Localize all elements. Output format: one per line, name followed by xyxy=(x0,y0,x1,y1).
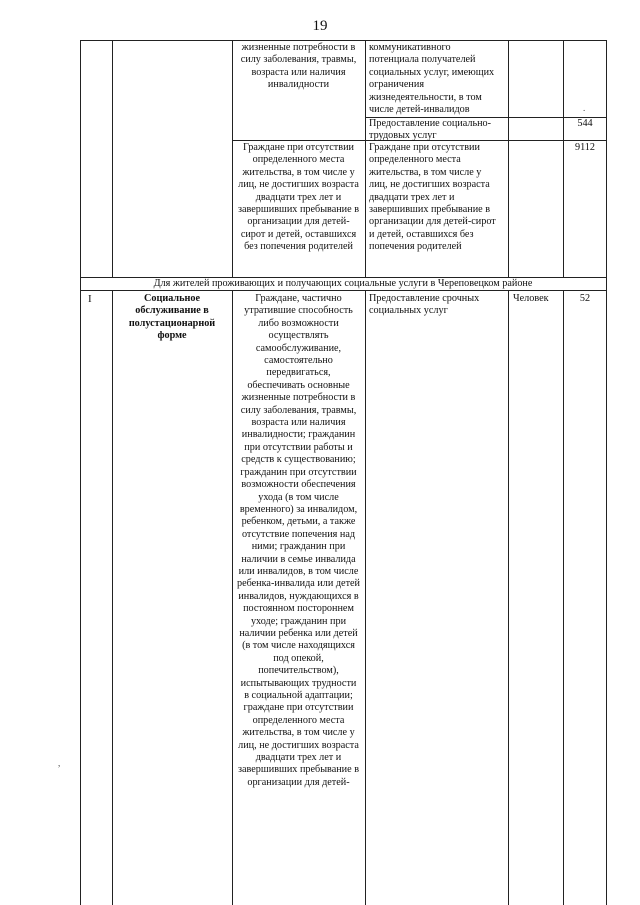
column-line xyxy=(365,290,366,905)
recipient-description: жизненные потребности в силу заболевания, травмы, возраста или наличия инвалидности xyxy=(240,42,357,91)
column-line xyxy=(80,40,81,905)
column-line xyxy=(365,40,366,277)
service-form: Социальное обслуживание в полустационарной форме xyxy=(128,293,216,342)
service-description: коммуникативного потенциала получателей социальных услуг, имеющих ограничения жизнедеятельности, в том числе детей-инвалидов xyxy=(369,42,495,116)
recipient-description: Граждане, частично утратившие способность либо возможности осуществлять самообслуживание, самостоятельно передвигаться, обеспечивать основные жизненные потребности в силу заболевания, травмы, возраста или наличия инвалидности; гражданин при отсутствии работы и средств к существованию; гражданин при отсутствии возможности обеспечения ухода (в том числе временного) за инвалидом, ребенком, детьми, а также отсутствие попечения над ними; гражданин при наличии в семье инвалида или инвалидов, в том числе ребенка-инвалида или детей инвалидов, нуждающихся в постоянном постороннем уходе; гражданин при наличии ребенка или детей (в том числе находящихся под опекой, попечительством), испытывающих трудности в социальной адаптации; граждане при отсутствии определенного места жительства, в том числе у лиц, не достигших возраста двадцати трех лет и завершивших пребывание в организации для детей- xyxy=(237,293,360,788)
recipient-description: Граждане при отсутствии определенного места жительства, в том числе у лиц, не достигших возраста двадцати трех лет и завершивших пребывание в организации для детей-сирот и детей, оставшихся без попечения родителей xyxy=(237,142,360,253)
column-line xyxy=(112,290,113,905)
service-description: Граждане при отсутствии определенного места жительства, в том числе у лиц, не достигших возраста двадцати трех лет и завершивших пребывание в организации для детей-сирот и детей, оставшихся без попечения родителей xyxy=(369,142,496,253)
table-border-top xyxy=(80,40,607,41)
table-border-right xyxy=(606,40,607,905)
service-description: Предоставление срочных социальных услуг xyxy=(369,293,480,317)
margin-speck: . xyxy=(583,103,586,113)
column-line xyxy=(232,290,233,905)
page-number: 19 xyxy=(312,18,328,34)
column-line xyxy=(563,290,564,905)
column-line xyxy=(112,40,113,277)
column-line xyxy=(508,40,509,277)
column-line xyxy=(508,290,509,905)
recipient-count: 9112 xyxy=(575,142,595,153)
row-number: I xyxy=(88,293,92,305)
margin-speck: , xyxy=(58,758,61,768)
recipient-count: 52 xyxy=(579,293,591,304)
section-heading: Для жителей проживающих и получающих социальные услуги в Череповецком районе xyxy=(153,278,533,289)
unit: Человек xyxy=(513,293,549,304)
column-line xyxy=(232,40,233,277)
recipient-count: 544 xyxy=(577,118,593,129)
service-description: Предоставление социально-трудовых услуг xyxy=(369,118,492,142)
column-line xyxy=(563,40,564,277)
